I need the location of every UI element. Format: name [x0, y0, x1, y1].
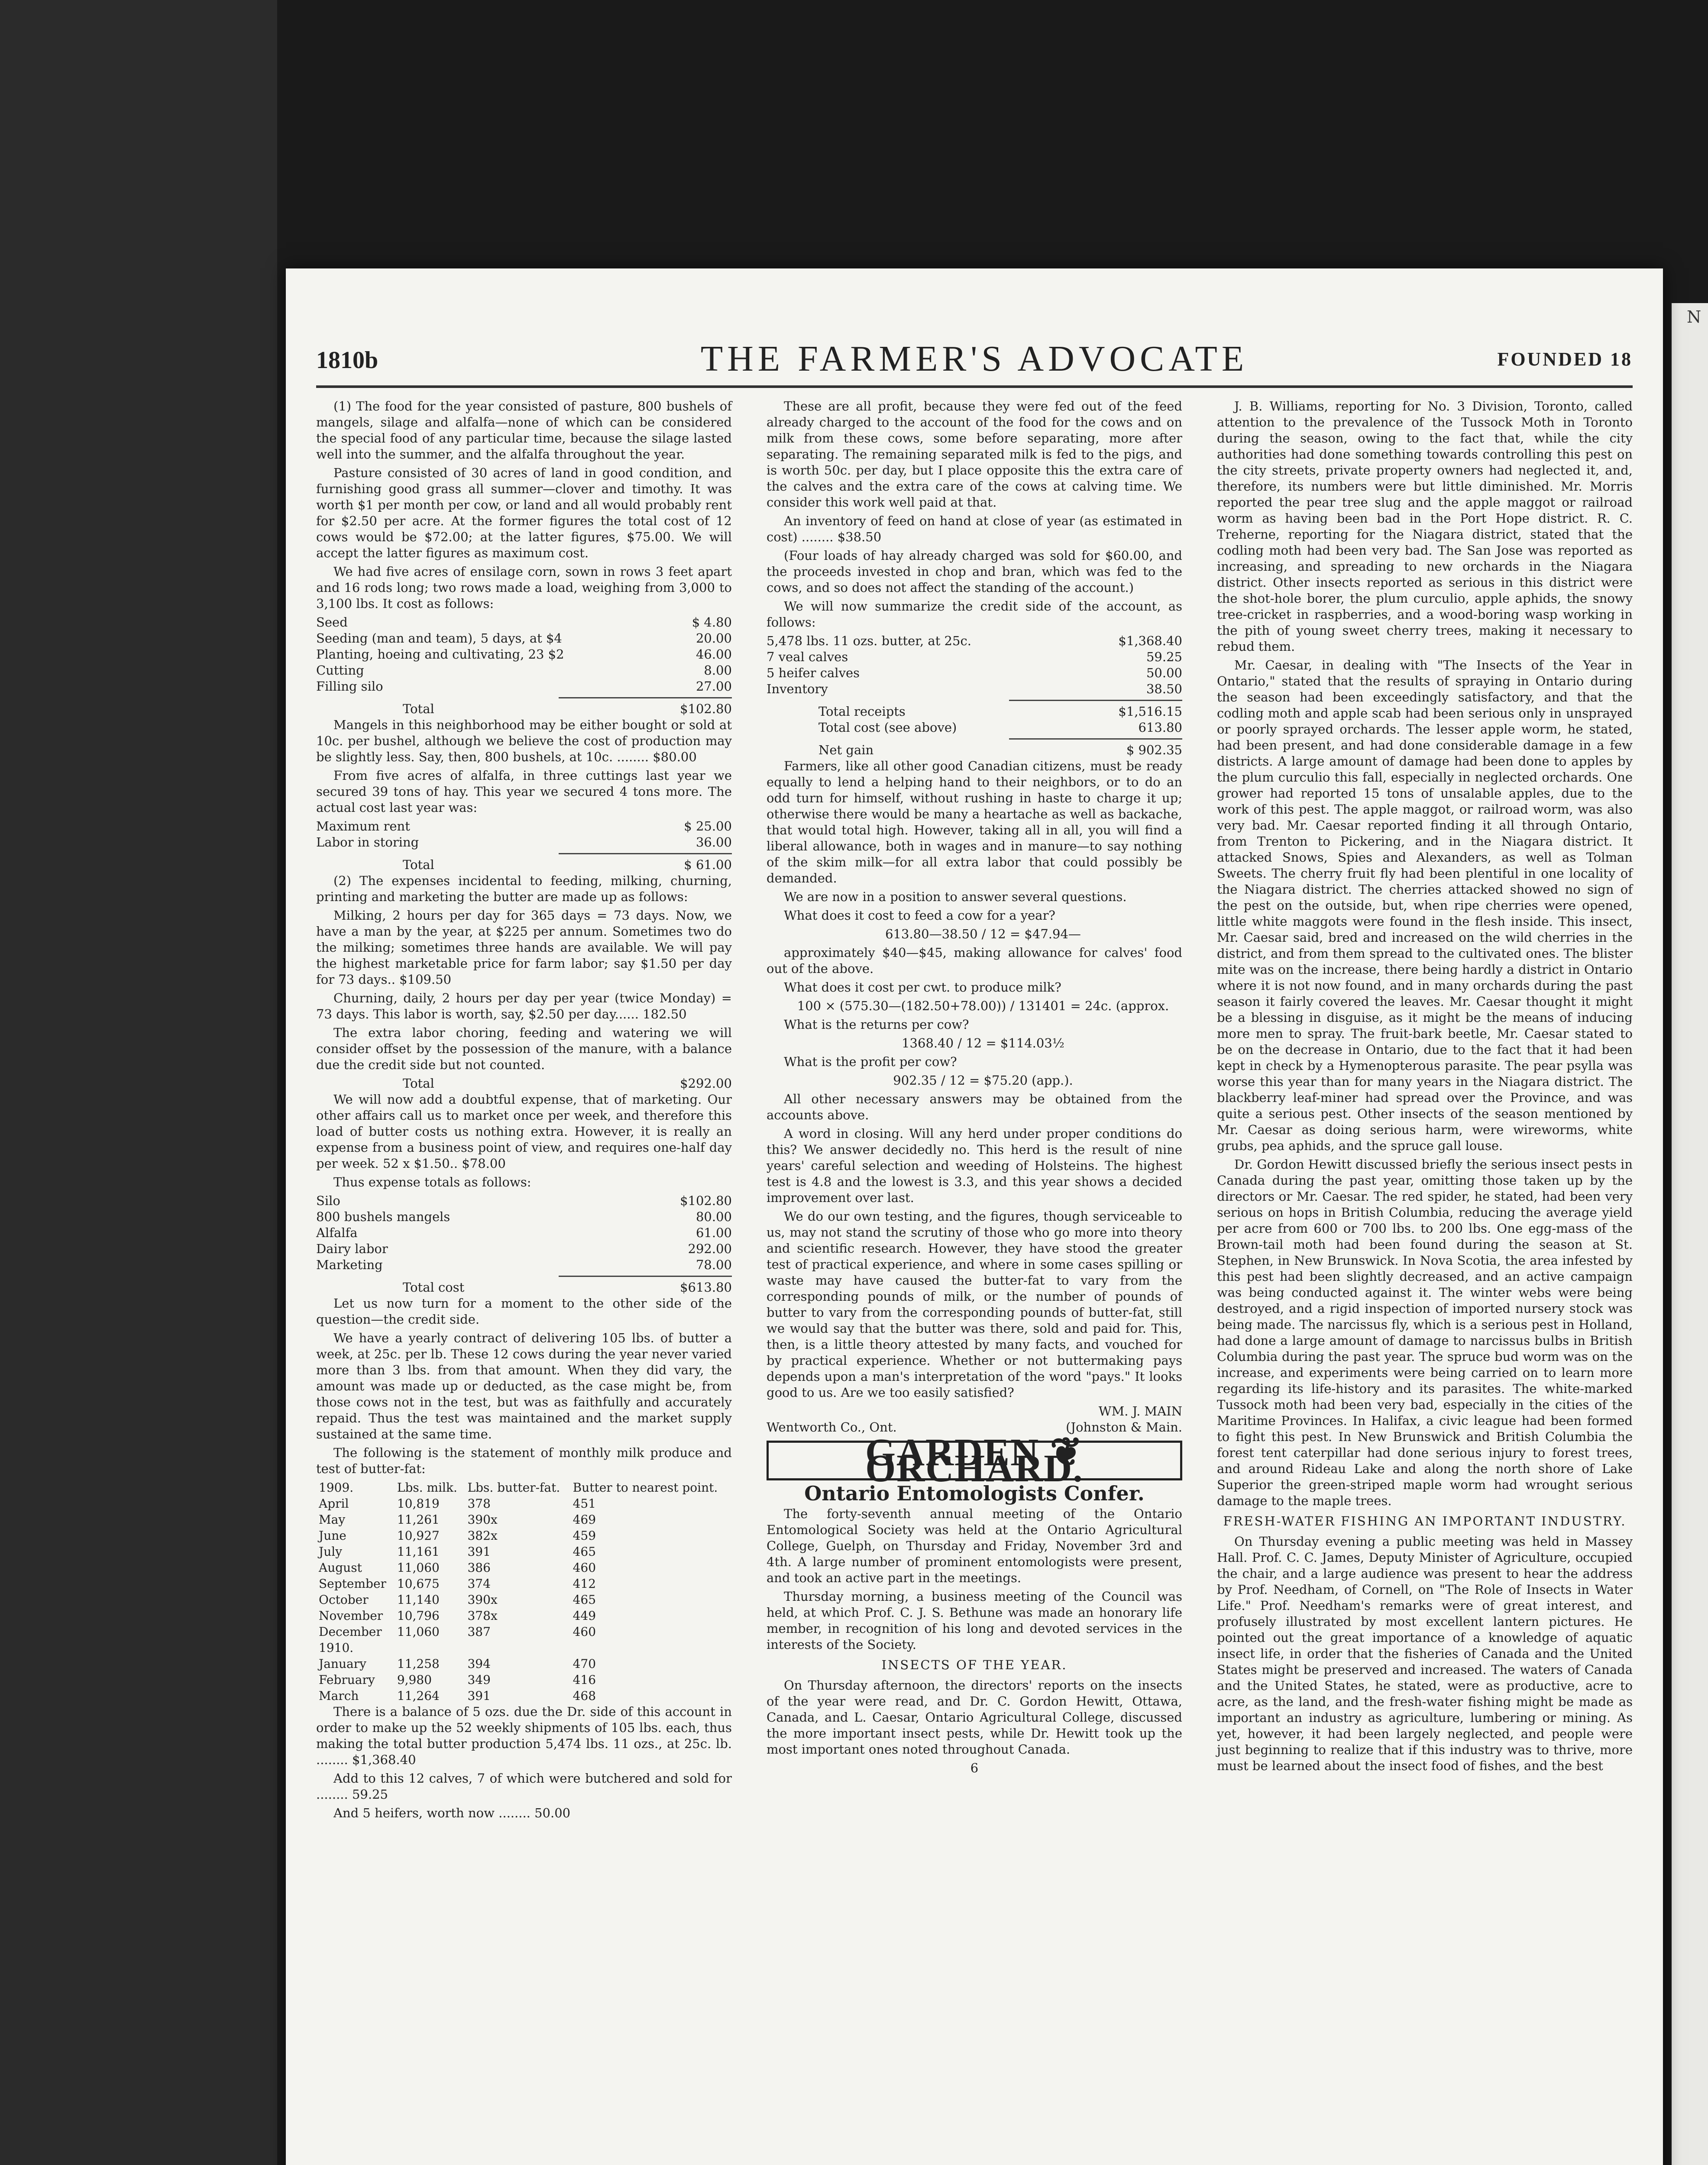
column-2	[767, 398, 1182, 1776]
question: What does it cost to feed a cow for a year?	[784, 908, 1055, 923]
ledger-row: 5 heifer calves 50.00	[767, 666, 1182, 680]
ledger-row: Cutting 8.00	[316, 663, 732, 678]
table-cell: 387	[467, 1625, 491, 1639]
table-cell	[570, 1640, 732, 1656]
table-cell: March	[319, 1689, 359, 1703]
sum-rule	[1009, 700, 1182, 701]
table-cell: 469	[573, 1512, 596, 1527]
table-cell	[395, 1640, 465, 1656]
calculation: 613.80—38.50 / 12 = $47.94—	[885, 927, 1081, 941]
table-row	[316, 1512, 732, 1528]
section-subhead: INSECTS OF THE YEAR.	[881, 1658, 1068, 1672]
table-row	[316, 1656, 732, 1672]
article-headline: Ontario Entomologists Confer.	[804, 1482, 1145, 1505]
paragraph: Mr. Caesar, in dealing with "The Insects of the Year in Ontario," stated that the results of spraying in Ontario during the season had been exceedingly satisfactory, and that the codling moth and apple scab had been serious only in unsprayed or poorly sprayed orchards. The lesser apple worm, he stated, had been present, and had done considerable damage in a few districts. A large amount of damage had been done to apples by the plum curculio this fall, especially in neglected orchards. One grower had reported 15 tons of unsalable apples, due to the work of this pest. The apple maggot, or railroad worm, was also very bad. Mr. Caesar reported finding it all through Ontario, from Trenton to Pickering, and in the Niagara district. It attacked Snows, Spies and Alexanders, as well as Tolman Sweets. The cherry fruit fly had been plentiful in one locality of the Niagara district. The cherries attacked showed no sign of the pest on the outside, but, when ripe cherries were opened, little white maggots were found in the flesh inside. This insect, Mr. Caesar said, bred and increased on the wild cherries in the district, and from them spread to the cultivated ones. The blister mite was on the increase, there being hardly a district in Ontario where it is not now found, and in many orchards during the past season it fairly covered the leaves. Mr. Caesar thought it might be a blessing in disguise, as it might be the means of inducing more men to spray. The fruit-bark beetle, Mr. Caesar stated to be on the decrease in Ontario, due to the fact that it had been kept in check by a Hymenopterous parasite. The pear psylla was worse this year than for many years in the Niagara district. The blackberry leaf-miner had spread over the Province, and was quite a serious pest. Other insects of the season mentioned by Mr. Caesar as doing serious harm, were wireworms, white grubs, pea aphids, and the spruce gall louse.	[1217, 658, 1633, 1153]
column-1	[316, 398, 732, 1824]
paragraph: We had five acres of ensilage corn, sown in rows 3 feet apart and 16 rods long; two rows made a load, weighing from 3,000 to 3,100 lbs. It cost as follows:	[316, 564, 732, 611]
table-cell: 390x	[467, 1512, 498, 1527]
paragraph: J. B. Williams, reporting for No. 3 Division, Toronto, called attention to the prevalence of the Tussock Moth in Toronto during the season, owing to the fact that, while the city authorities had done something towards controlling this pest on the city streets, private property owners had neglected it, and, therefore, its numbers were but little diminished. Mr. Morris reported the pear tree slug and the apple maggot or railroad worm as having been bad in the Port Hope district. R. C. Treherne, reporting for the Niagara district, stated that the codling moth had been very bad. The San Jose was reported as increasing, and spreading to new orchards in the Niagara district. Other insects reported as serious in this district were the shot-hole borer, the plum curculio, apple aphids, the snowy tree-cricket in raspberries, and a wood-boring wasp working in the pith of young sweet cherry trees, making it necessary to rebud them.	[1217, 399, 1633, 654]
paragraph: And 5 heifers, worth now ........ 50.00	[333, 1806, 571, 1820]
table-cell: January	[319, 1657, 366, 1671]
scan-background-left	[0, 0, 277, 2165]
newspaper-page	[286, 268, 1663, 2165]
table-cell: 391	[467, 1545, 491, 1559]
ledger-row: 7 veal calves 59.25	[767, 650, 1182, 664]
page-header	[316, 333, 1633, 388]
paragraph: The following is the statement of monthly milk produce and test of butter-fat:	[316, 1445, 732, 1476]
table-row	[316, 1688, 732, 1704]
ledger-total: Total cost $613.80	[403, 1280, 732, 1295]
table-cell: 416	[573, 1673, 596, 1687]
table-cell: 11,264	[397, 1689, 440, 1703]
paragraph: (Four loads of hay already charged was sold for $60.00, and the proceeds invested in chop and bran, which was fed to the cows, and so does not affect the standing of the account.)	[767, 548, 1182, 595]
paragraph: (1) The food for the year consisted of pasture, 800 bushels of mangels, silage and alfalfa—none of which can be considered the special food of any particular time, because the silage lasted well into the summer, and the alfalfa throughout the year.	[316, 399, 732, 462]
table-cell: 412	[573, 1577, 596, 1591]
column-3	[1217, 398, 1633, 1777]
table-cell: June	[319, 1528, 346, 1543]
paragraph: An inventory of feed on hand at close of year (as estimated in cost) ........ $38.50	[767, 514, 1182, 544]
calculation: 902.35 / 12 = $75.20 (app.).	[893, 1073, 1073, 1088]
ledger-row: Alfalfa 61.00	[316, 1225, 732, 1240]
paragraph: Let us now turn for a moment to the other side of the question—the credit side.	[316, 1296, 732, 1327]
sum-rule	[1009, 738, 1182, 740]
question: What is the returns per cow?	[784, 1017, 969, 1032]
question: What is the profit per cow?	[784, 1054, 957, 1069]
table-cell: 468	[573, 1689, 596, 1703]
table-cell: 11,261	[397, 1512, 440, 1527]
table-cell: 11,060	[397, 1625, 440, 1639]
paragraph: The extra labor choring, feeding and watering we will consider offset by the possession of the manure, with a balance due the credit side but not counted.	[316, 1025, 732, 1072]
table-cell: 449	[573, 1609, 596, 1623]
paragraph: From five acres of alfalfa, in three cuttings last year we secured 39 tons of hay. This year we secured 4 tons more. The actual cost last year was:	[316, 768, 732, 815]
table-row	[316, 1528, 732, 1544]
table-cell: 374	[467, 1577, 491, 1591]
signature: WM. J. MAIN	[1098, 1404, 1182, 1419]
paragraph: Add to this 12 calves, 7 of which were butchered and sold for ........ 59.25	[316, 1771, 732, 1802]
ledger-row: Total cost (see above) 613.80	[818, 720, 1182, 735]
table-cell: 11,161	[397, 1545, 440, 1559]
table-row	[316, 1496, 732, 1512]
page-mark: 6	[970, 1761, 979, 1775]
ledger-row: Marketing 78.00	[316, 1257, 732, 1272]
table-cell: 11,258	[397, 1657, 440, 1671]
table-cell: 451	[573, 1496, 596, 1511]
paragraph: Milking, 2 hours per day for 365 days = 73 days. Now, we have a man by the year, at $225 per annum. Sometimes two do the milking; sometimes three hands are available. We will pay the highest marketable price for farm labor; say $1.50 per day for 73 days.. $109.50	[316, 908, 732, 987]
table-cell: 9,980	[397, 1673, 432, 1687]
table-row	[316, 1640, 732, 1656]
paragraph: Churning, daily, 2 hours per day per year (twice Monday) = 73 days. This labor is worth, say, $2.50 per day...... 182.50	[316, 991, 732, 1021]
table-cell: August	[319, 1561, 362, 1575]
paragraph: These are all profit, because they were fed out of the feed already charged to the account of the food for the cows and on milk from these cows, some before separating, more after separating. The remaining separated milk is fed to the pigs, and is worth 50c. per day, but I place opposite this the extra care of the calves and the extra care of the cows at calving time. We consider this work well paid at that.	[767, 399, 1182, 510]
ledger-row: Inventory 38.50	[767, 682, 1182, 696]
sum-rule	[559, 853, 732, 854]
table-cell: December	[319, 1625, 382, 1639]
table-cell: 386	[467, 1561, 491, 1575]
table-cell: May	[319, 1512, 346, 1527]
section-subhead: FRESH-WATER FISHING AN IMPORTANT INDUSTRY.	[1223, 1514, 1627, 1528]
table-cell: July	[319, 1545, 343, 1559]
paragraph: approximately $40—$45, making allowance for calves' food out of the above.	[767, 945, 1182, 976]
table-cell: November	[319, 1609, 383, 1623]
paragraph: We do our own testing, and the figures, though serviceable to us, may not stand the scrutiny of those who go more into theory and scientific research. However, they have stood the greater test of practical experience, and where in some cases spilling or waste may have caused the butter-fat to vary from the corresponding pounds of milk, or the number of pounds of butter to vary from the corresponding pounds of butter-fat, still we would say that the butter was there, sold and paid for. This, then, is a little theory attested by many facts, and vouched for by practical experience. Whether or not buttermaking pays depends upon a man's interpretation of the word "pays." It looks good to us. Are we too easily satisfied?	[767, 1209, 1182, 1400]
table-cell: 391	[467, 1689, 491, 1703]
table-row	[316, 1624, 732, 1640]
paragraph: Thus expense totals as follows:	[333, 1175, 531, 1189]
paragraph: The forty-seventh annual meeting of the Ontario Entomological Society was held at the Ontario Agricultural College, Guelph, on Thursday and Friday, November 3rd and 4th. A large number of prominent entomologists were present, and took an active part in the meetings.	[767, 1506, 1182, 1585]
table-row	[316, 1576, 732, 1592]
table-cell: 470	[573, 1657, 596, 1671]
adjacent-page-letter: N	[1687, 307, 1702, 326]
paragraph: We have a yearly contract of delivering 105 lbs. of butter a week, at 25c. per lb. These 12 cows during the year never varied more than 3 lbs. from that amount. When they did vary, the amount was made up or deducted, as the case might be, from those cows not in the test, but was as faithfully and accurately repaid. Thus the test was maintained and the market supply sustained at the same time.	[316, 1331, 732, 1441]
table-row	[316, 1560, 732, 1576]
ledger-row: Planting, hoeing and cultivating, 23 $2 46.00	[316, 647, 732, 662]
table-cell: 378	[467, 1496, 491, 1511]
table-cell: 460	[573, 1625, 596, 1639]
paragraph: Mangels in this neighborhood may be either bought or sold at 10c. per bushel, although we believe the cost of production may be slightly less. Say, then, 800 bushels, at 10c. ........ $80.00	[316, 717, 732, 764]
table-cell: 10,796	[397, 1609, 440, 1623]
ledger-row: Seeding (man and team), 5 days, at $4 20.00	[316, 631, 732, 646]
paragraph: On Thursday evening a public meeting was held in Massey Hall. Prof. C. C. James, Deputy Minister of Agriculture, occupied the chair, and a large audience was present to hear the address by Prof. Needham, of Cornell, on "The Role of Insects in Water Life." Prof. Needham's remarks were of great interest, and profusely illustrated by most excellent lantern pictures. He pointed out the great importance of a knowledge of aquatic insect life, in order that the fisheries of Canada and the United States might be preserved and increased. The waters of Canada and the United States, he stated, were as productive, acre to acre, as the land, and the fresh-water fishing might be made as important an industry as agriculture, lumbering or mining. As yet, however, it had been largely neglected, and people were just beginning to realize that if this industry was to thrive, more must be learned about the insect food of fishes, and the best	[1217, 1534, 1633, 1773]
masthead-title: THE FARMER'S ADVOCATE	[700, 339, 1249, 379]
ledger-row: Dairy labor 292.00	[316, 1241, 732, 1256]
table-cell: 382x	[467, 1528, 498, 1543]
ledger-row: 800 bushels mangels 80.00	[316, 1209, 732, 1224]
page-number: 1810b	[316, 347, 378, 374]
paragraph: (2) The expenses incidental to feeding, milking, churning, printing and marketing the butter are made up as follows:	[316, 873, 732, 904]
question: What does it cost per cwt. to produce milk?	[784, 980, 1061, 995]
table-cell: September	[319, 1577, 386, 1591]
paragraph: Pasture consisted of 30 acres of land in good condition, and furnishing good grass all summer—clover and timothy. It was worth $1 per month per cow, or land and all would probably rent for $2.50 per acre. At the former figures the total cost of 12 cows would be $72.00; at the latter figures, $75.00. We will accept the latter figures as maximum cost.	[316, 465, 732, 560]
table-cell: 10,675	[397, 1577, 440, 1591]
paragraph: Dr. Gordon Hewitt discussed briefly the serious insect pests in Canada during the past year, omitting those taken up by the directors or Mr. Caesar. The red spider, he stated, had been very serious on hops in British Columbia, reducing the average yield per acre from 600 or 700 lbs. to 200 lbs. One egg-mass of the Brown-tail moth had been found during the season at St. Stephen, in New Brunswick. In Nova Scotia, the area infested by this pest had been slightly decreased, and an active campaign was being conducted against it. The winter webs were being destroyed, and a rigid inspection of imported nursery stock was being made. The narcissus fly, which is a serious pest in Holland, had done a large amount of damage to narcissus bulbs in British Columbia during the past year. The spruce bud worm was on the increase, and experiments were being carried on to learn more regarding its life-history and its parasites. The white-marked Tussock moth had been very bad, especially in the cities of the Maritime Provinces. In Halifax, a civic league had been formed to fight this pest. In New Brunswick and British Columbia the forest tent caterpillar had done serious injury to forest trees, and around Rideau Lake and along the north shore of Lake Superior the green-striped maple worm had wrought serious damage to the maple trees.	[1217, 1157, 1633, 1508]
table-cell: 11,140	[397, 1593, 440, 1607]
table-cell: 460	[573, 1561, 596, 1575]
table-cell: February	[319, 1673, 375, 1687]
table-row	[316, 1592, 732, 1608]
ledger-row: Total receipts $1,516.15	[818, 704, 1182, 719]
table-cell: 10,819	[397, 1496, 440, 1511]
table-cell: 394	[467, 1657, 491, 1671]
ledger-row: Filling silo 27.00	[316, 679, 732, 694]
paragraph: Farmers, like all other good Canadian citizens, must be ready equally to lend a helping hand to their neighbors, or to do an odd turn for himself, without rushing in haste to charge it up; otherwise there would be many a heartache as well as backache, that would total high. However, taking all in all, you will find a liberal allowance, both in wages and in manure—to say nothing of the skim milk—for all extra labor that could possibly be demanded.	[767, 759, 1182, 885]
sum-rule	[559, 1276, 732, 1277]
ledger-total: Total $102.80	[403, 701, 732, 716]
table-cell: 465	[573, 1545, 596, 1559]
table-cell: 390x	[467, 1593, 498, 1607]
table-cell: April	[319, 1496, 349, 1511]
paragraph: We are now in a position to answer several questions.	[784, 889, 1127, 904]
table-row	[316, 1544, 732, 1560]
paragraph: Thursday morning, a business meeting of the Council was held, at which Prof. C. J. S. Bethune was made an honorary life member, in recognition of his long and devoted services in the interests of the Society.	[767, 1589, 1182, 1652]
table-row	[316, 1672, 732, 1688]
table-cell: October	[319, 1593, 369, 1607]
founded-label: FOUNDED 18	[1497, 349, 1633, 370]
table-cell: 349	[467, 1673, 491, 1687]
paragraph: There is a balance of 5 ozs. due the Dr. side of this account in order to make up the 52 weekly shipments of 105 lbs. each, thus making the total butter production 5,474 lbs. 11 ozs., at 25c. lb. ........ $1,368.40	[316, 1704, 732, 1767]
calculation: 100 × (575.30—(182.50+78.00)) / 131401 = 24c. (approx.	[797, 998, 1169, 1013]
ledger-row: Maximum rent $ 25.00	[316, 819, 732, 834]
ledger-total: Net gain $ 902.35	[818, 743, 1182, 757]
paragraph: On Thursday afternoon, the directors' reports on the insects of the year were read, and Dr. C. Gordon Hewitt, Ottawa, Canada, and L. Caesar, Ontario Agricultural College, discussed the more important insect pests, while Dr. Hewitt took up the most important ones noted throughout Canada.	[767, 1678, 1182, 1757]
ledger-row: 5,478 lbs. 11 ozs. butter, at 25c. $1,368.40	[767, 633, 1182, 648]
ledger-total: Total $ 61.00	[403, 857, 732, 872]
table-cell: 1910.	[319, 1641, 354, 1655]
paragraph: A word in closing. Will any herd under proper conditions do this? We answer decidedly no. This herd is the result of nine years' careful selection and weeding of Holsteins. The highest test is 4.8 and the lowest is 3.3, and this year shows a decided improvement over last.	[767, 1126, 1182, 1205]
adjacent-page-edge	[1672, 303, 1708, 2165]
table-header-row: 1909. Lbs. milk. Lbs. butter-fat. Butter to nearest point.	[319, 1480, 718, 1495]
table-cell: 10,927	[397, 1528, 440, 1543]
sum-rule	[559, 697, 732, 698]
calculation: 1368.40 / 12 = $114.03½	[902, 1036, 1064, 1050]
paragraph: All other necessary answers may be obtained from the accounts above.	[767, 1092, 1182, 1122]
ledger-row: Silo $102.80	[316, 1193, 732, 1208]
signature-place: Wentworth Co., Ont. (Johnston & Main.	[767, 1420, 1182, 1435]
milk-table	[316, 1480, 732, 1704]
table-row	[316, 1608, 732, 1624]
ledger-row: Seed $ 4.80	[316, 615, 732, 630]
table-cell: 465	[573, 1593, 596, 1607]
table-cell	[465, 1640, 570, 1656]
paragraph: We will now summarize the credit side of the account, as follows:	[767, 599, 1182, 630]
ledger-total: Total $292.00	[403, 1076, 732, 1091]
paragraph: We will now add a doubtful expense, that of marketing. Our other affairs call us to market once per week, and therefore this load of butter costs us nothing extra. However, it is really an expense from a business point of view, and requires one-half day per week. 52 x $1.50.. $78.00	[316, 1092, 732, 1171]
table-cell: 459	[573, 1528, 596, 1543]
table-cell: 378x	[467, 1609, 498, 1623]
table-cell: 11,060	[397, 1561, 440, 1575]
section-banner: GARDEN ❦ ORCHARD.	[767, 1441, 1182, 1480]
ledger-row: Labor in storing 36.00	[316, 835, 732, 850]
